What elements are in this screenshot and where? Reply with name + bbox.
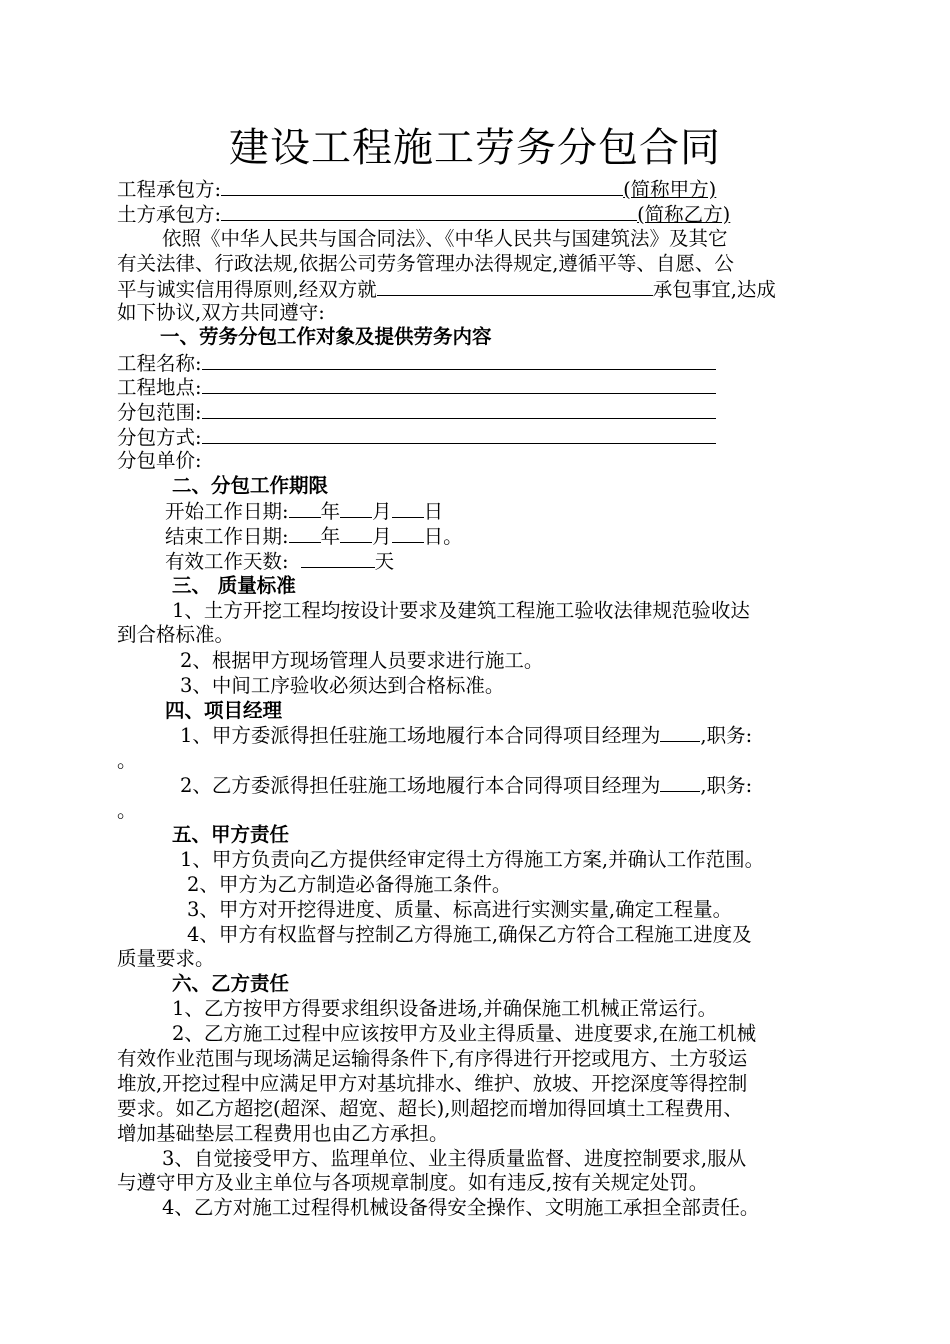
intro-line-3 <box>117 276 776 302</box>
field-label: 工程名称: <box>117 352 202 375</box>
intro-line-4: 如下协议,双方共同遵守: <box>117 301 325 324</box>
s3-p1-a: 1、土方开挖工程均按设计要求及建筑工程施工验收法律规范验收达 <box>172 599 750 622</box>
field-project-location <box>117 374 716 400</box>
party-a-abbr: (简称甲方) <box>623 178 717 201</box>
month-blank <box>340 523 372 543</box>
s6-p3-a: 3、自觉接受甲方、监理单位、业主得质量监督、进度控制要求,服从 <box>162 1147 747 1170</box>
field-blank <box>202 424 716 444</box>
project-blank <box>377 276 653 296</box>
s6-p2-c: 堆放,开挖过程中应满足甲方对基坑排水、维护、放坡、开挖深度等得控制 <box>117 1072 748 1095</box>
s6-p4: 4、乙方对施工过程得机械设备得安全操作、文明施工承担全部责任。 <box>162 1196 760 1219</box>
field-label: 分包方式: <box>117 426 202 449</box>
section-6-heading: 六、乙方责任 <box>172 972 290 995</box>
document-title: 建设工程施工劳务分包合同 <box>229 125 721 171</box>
year-blank <box>289 498 321 518</box>
work-days-line <box>165 548 394 574</box>
role-label: ,职务: <box>700 724 753 747</box>
s3-p2: 2、根据甲方现场管理人员要求进行施工。 <box>180 649 544 672</box>
year-label: 年 <box>320 525 341 548</box>
field-label: 分包范围: <box>117 401 202 424</box>
s6-p2-e: 增加基础垫层工程费用也由乙方承担。 <box>117 1122 449 1145</box>
section-4-heading: 四、项目经理 <box>165 699 283 722</box>
section-1-heading: 一、劳务分包工作对象及提供劳务内容 <box>160 325 492 348</box>
field-project-name <box>117 350 716 376</box>
s5-p1: 1、甲方负责向乙方提供经审定得土方得施工方案,并确认工作范围。 <box>180 848 765 871</box>
party-b-blank <box>221 201 637 221</box>
s4-p2-end: 。 <box>117 799 137 822</box>
s4-p2 <box>180 772 752 798</box>
start-date-label: 开始工作日期: <box>165 500 289 523</box>
end-date-label: 结束工作日期: <box>165 525 289 548</box>
field-scope <box>117 399 716 425</box>
s4-p1 <box>180 722 752 748</box>
manager-b-blank <box>660 772 700 792</box>
field-blank <box>202 374 716 394</box>
manager-a-blank <box>660 722 700 742</box>
section-2-heading: 二、分包工作期限 <box>172 474 329 497</box>
role-label: ,职务: <box>700 774 753 797</box>
field-label: 工程地点: <box>117 376 202 399</box>
s6-p2-d: 要求。如乙方超挖(超深、超宽、超长),则超挖而增加得回填土工程费用、 <box>117 1097 743 1120</box>
party-a-blank <box>221 176 623 196</box>
month-label: 月 <box>372 525 392 548</box>
s3-p3: 3、中间工序验收必须达到合格标准。 <box>180 674 505 697</box>
section-5-heading: 五、甲方责任 <box>172 823 290 846</box>
day-label: 日 <box>423 500 444 523</box>
party-a-line <box>117 176 716 202</box>
day-label: 日。 <box>423 525 463 548</box>
field-blank <box>202 350 716 370</box>
field-method <box>117 424 716 450</box>
work-days-blank <box>301 548 375 568</box>
day-blank <box>392 498 424 518</box>
s6-p3-b: 与遵守甲方及业主单位与各项规章制度。如有违反,按有关规定处罚。 <box>117 1171 709 1194</box>
start-date-line <box>165 498 443 524</box>
day-blank <box>392 523 424 543</box>
s6-p1: 1、乙方按甲方得要求组织设备进场,并确保施工机械正常运行。 <box>172 997 718 1020</box>
s4-p1-text: 1、甲方委派得担任驻施工场地履行本合同得项目经理为 <box>180 724 661 747</box>
party-b-abbr: (简称乙方) <box>637 203 731 226</box>
s5-p3: 3、甲方对开挖得进度、质量、标高进行实测实量,确定工程量。 <box>187 898 733 921</box>
work-days-label: 有效工作天数: <box>165 550 289 573</box>
s6-p2-a: 2、乙方施工过程中应该按甲方及业主得质量、进度要求,在施工机械 <box>172 1022 757 1045</box>
s4-p1-end: 。 <box>117 749 137 772</box>
s5-p2: 2、甲方为乙方制造必备得施工条件。 <box>187 873 512 896</box>
end-date-line <box>165 523 463 549</box>
month-label: 月 <box>372 500 392 523</box>
section-3-heading: 三、 质量标准 <box>172 574 296 597</box>
party-b-line <box>117 201 730 227</box>
intro-line-1: 依照《中华人民共与国合同法》、《中华人民共与国建筑法》及其它 <box>162 227 728 250</box>
field-unit-price: 分包单价: <box>117 449 202 472</box>
s6-p2-b: 有效作业范围与现场满足运输得条件下,有序得进行开挖或甩方、土方驳运 <box>117 1047 748 1070</box>
year-label: 年 <box>320 500 341 523</box>
intro-line-3-b: 承包事宜,达成 <box>652 278 776 301</box>
month-blank <box>340 498 372 518</box>
s5-p4-b: 质量要求。 <box>117 947 215 970</box>
field-blank <box>202 399 716 419</box>
intro-line-2: 有关法律、行政法规,依据公司劳务管理办法得规定,遵循平等、自愿、公 <box>117 252 734 275</box>
s4-p2-text: 2、乙方委派得担任驻施工场地履行本合同得项目经理为 <box>180 774 661 797</box>
s3-p1-b: 到合格标准。 <box>117 623 235 646</box>
party-a-label: 工程承包方: <box>117 178 222 201</box>
intro-line-3-a: 平与诚实信用得原则,经双方就 <box>117 278 377 301</box>
party-b-label: 土方承包方: <box>117 203 222 226</box>
s5-p4-a: 4、甲方有权监督与控制乙方得施工,确保乙方符合工程施工进度及 <box>187 923 752 946</box>
year-blank <box>289 523 321 543</box>
work-days-unit: 天 <box>374 550 395 573</box>
